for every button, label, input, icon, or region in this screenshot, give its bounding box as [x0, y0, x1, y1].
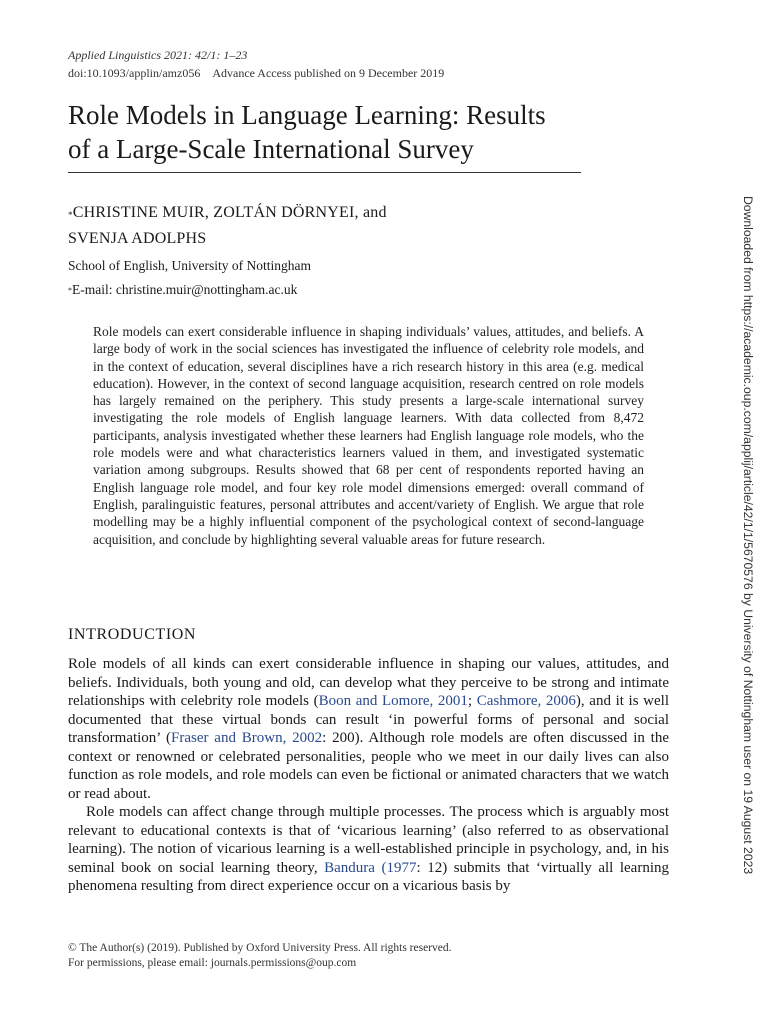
- title-line-1: Role Models in Language Learning: Results: [68, 100, 546, 130]
- permissions-line: For permissions, please email: journals.permissions@oup.com: [68, 957, 357, 969]
- paragraph-text: : 12) submits that ‘virtually all learning phenomena resulting from direct experience occur on a vicarious basis by: [68, 859, 670, 894]
- authors-line-2: SVENJA ADOLPHS: [68, 230, 207, 247]
- title-divider: [68, 172, 581, 173]
- paragraph-text: : 200). Although role models are often discussed in the context or renowned or celebrated personalities, people who we meet in our daily lives can also function as role models, and role models can even be fictional or animated characters that we watch or read about.: [68, 730, 669, 802]
- download-watermark-text: Downloaded from https://academic.oup.com/applij/article/42/1/1/5670576 by University of Nottingham user on 19 August 2023: [741, 196, 755, 875]
- paragraph-text: ), and it is well documented that these virtual bonds can result ‘in powerful forms of personal and social transformation’ (: [68, 693, 669, 746]
- paragraph-text: ;: [467, 693, 477, 709]
- citation-link[interactable]: Fraser and Brown, 2002: [171, 730, 323, 746]
- advance-access-date: Advance Access published on 9 December 2019: [212, 66, 445, 80]
- section-heading-introduction: INTRODUCTION: [68, 626, 197, 643]
- title-line-2: of a Large-Scale International Survey: [68, 134, 474, 164]
- paragraph: [68, 655, 669, 803]
- paragraph-text: Role models of all kinds can exert considerable influence in shaping our values, attitudes, and beliefs. Individuals, both young and old, can develop what they perceive to be strong and intimate relationships with celebrity role models (: [68, 656, 669, 709]
- article-title: [68, 98, 668, 166]
- download-watermark: [741, 196, 755, 875]
- copyright-line: © The Author(s) (2019). Published by Oxford University Press. All rights reserved.: [68, 942, 452, 954]
- author-list: [68, 200, 387, 252]
- affiliation: School of English, University of Nottingham: [68, 258, 311, 273]
- journal-header: [68, 46, 444, 82]
- citation-link[interactable]: Boon and Lomore, 2001: [318, 693, 468, 709]
- email-marker: *: [68, 286, 72, 295]
- citation-link[interactable]: Bandura (1977: [324, 859, 417, 876]
- authors-line-1: CHRISTINE MUIR, ZOLTÁN DÖRNYEI, and: [72, 204, 387, 221]
- citation-link[interactable]: Cashmore, 2006: [476, 693, 576, 709]
- corresponding-author-marker: *: [68, 210, 73, 220]
- introduction-body: [68, 655, 669, 896]
- doi[interactable]: doi:10.1093/applin/amz056: [68, 66, 201, 80]
- doi-line: [68, 64, 444, 82]
- corresponding-email: [68, 281, 297, 299]
- paragraph-text: Role models can affect change through multiple processes. The process which is arguably most relevant to educational contexts is that of ‘vicarious learning’ (also referred to as observational learning). The notion of vicarious learning is a well-established principle in psychology, and, in his seminal book on social learning theory,: [68, 804, 669, 876]
- paragraph: [68, 803, 669, 896]
- abstract: Role models can exert considerable influence in shaping individuals’ values, attitudes, and beliefs. A large body of work in the social sciences has investigated the influence of celebrity role models, and in the context of education, several disciplines have a rich research history in this area (e.g. medical education). However, in the context of second language acquisition, research centred on role models has largely remained on the periphery. This study presents a large-scale international survey investigating the role models of English language learners. With data collected from 8,472 participants, analysis investigated whether these learners had English language role models, who the role models were and what characteristics learners valued in them, and investigated systematic variation among subgroups. Results showed that 68 per cent of respondents reported having an English language role model, and four key role model dimensions emerged: overall command of English, paralinguistic features, personal attributes and accent/variety of English. We argue that role modelling may be a highly influential component of the psychological context of second-language acquisition, and conclude by highlighting several valuable areas for future research.: [93, 324, 644, 547]
- journal-citation: Applied Linguistics 2021: 42/1: 1–23: [68, 48, 248, 62]
- copyright-footer: [68, 941, 452, 971]
- email-text[interactable]: E-mail: christine.muir@nottingham.ac.uk: [72, 282, 298, 297]
